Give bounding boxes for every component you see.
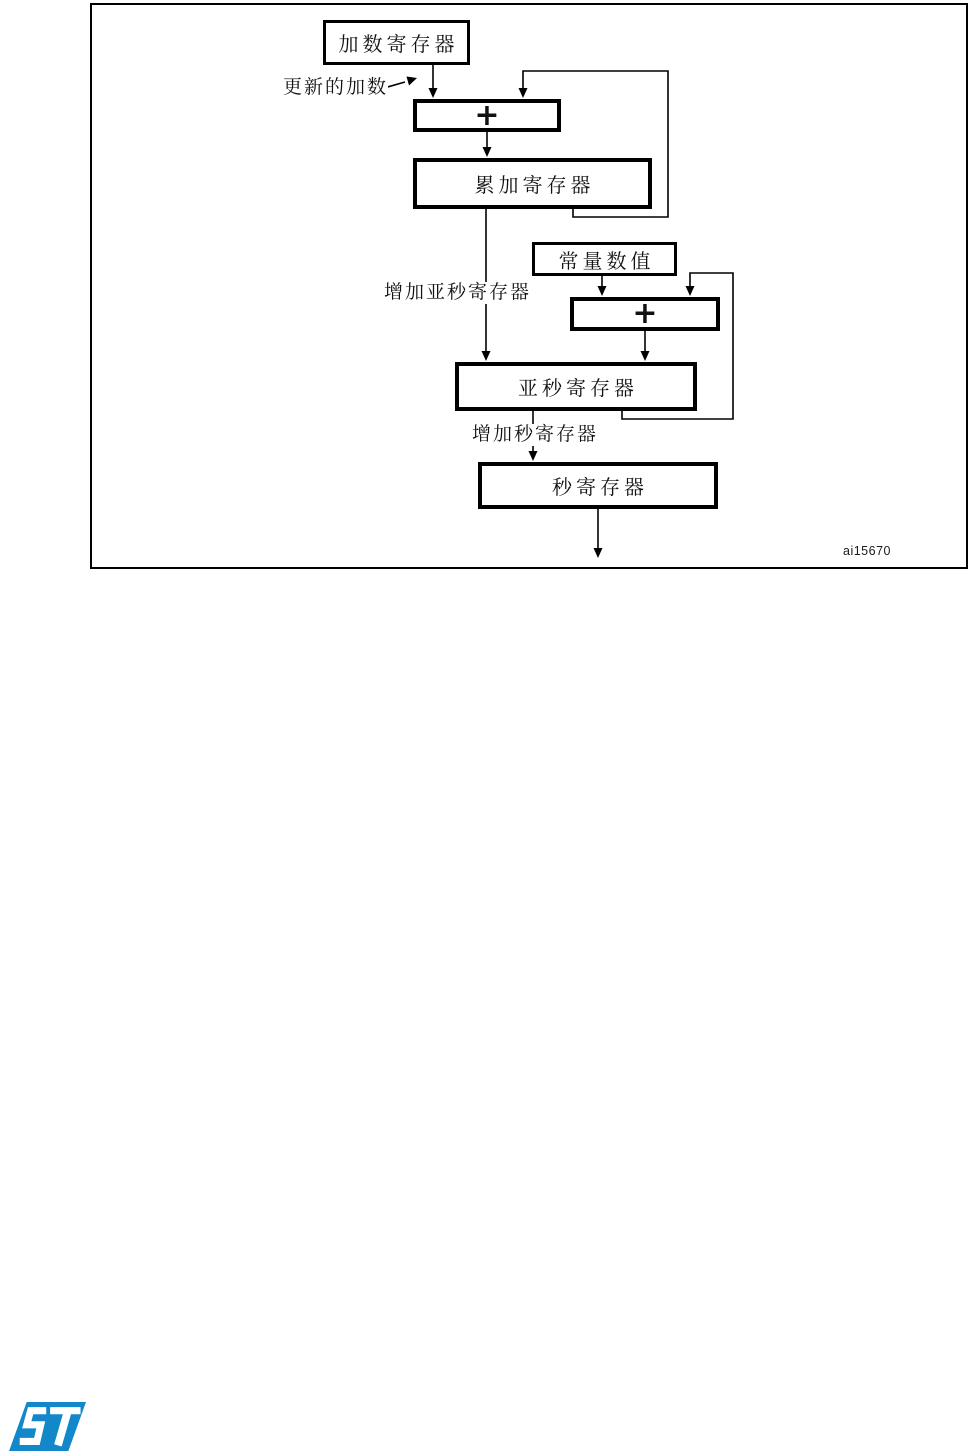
arrowhead-into-subsecond-left	[482, 351, 491, 361]
adder-bottom-box: +	[570, 297, 720, 331]
accumulator-register-box: 累加寄存器	[413, 158, 652, 209]
arrowhead-constant-into-adder	[598, 286, 607, 296]
subsecond-register-box: 亚秒寄存器	[455, 362, 697, 411]
updated-addend-label: 更新的加数	[283, 77, 389, 98]
arrowhead-into-accumulator	[483, 147, 492, 157]
arrowhead-feedback-into-adder	[519, 88, 528, 98]
increment-second-label: 增加秒寄存器	[472, 424, 599, 445]
addend-register-box: 加数寄存器	[323, 20, 470, 65]
arrowhead-into-second	[529, 451, 538, 461]
arrowhead-into-adder-left	[429, 88, 438, 98]
adder-top-box: +	[413, 99, 561, 132]
increment-subsecond-label: 增加亚秒寄存器	[384, 282, 532, 303]
arrowhead-second-output	[594, 548, 603, 558]
figure-code: ai15670	[843, 544, 891, 558]
arrowhead-into-subsecond-right	[641, 351, 650, 361]
constant-value-box: 常量数值	[532, 242, 677, 276]
arrowhead-feedback-into-adder2	[686, 286, 695, 296]
second-register-box: 秒寄存器	[478, 462, 718, 509]
arrowhead-updated-addend	[407, 77, 418, 86]
st-logo-icon	[8, 1402, 86, 1451]
